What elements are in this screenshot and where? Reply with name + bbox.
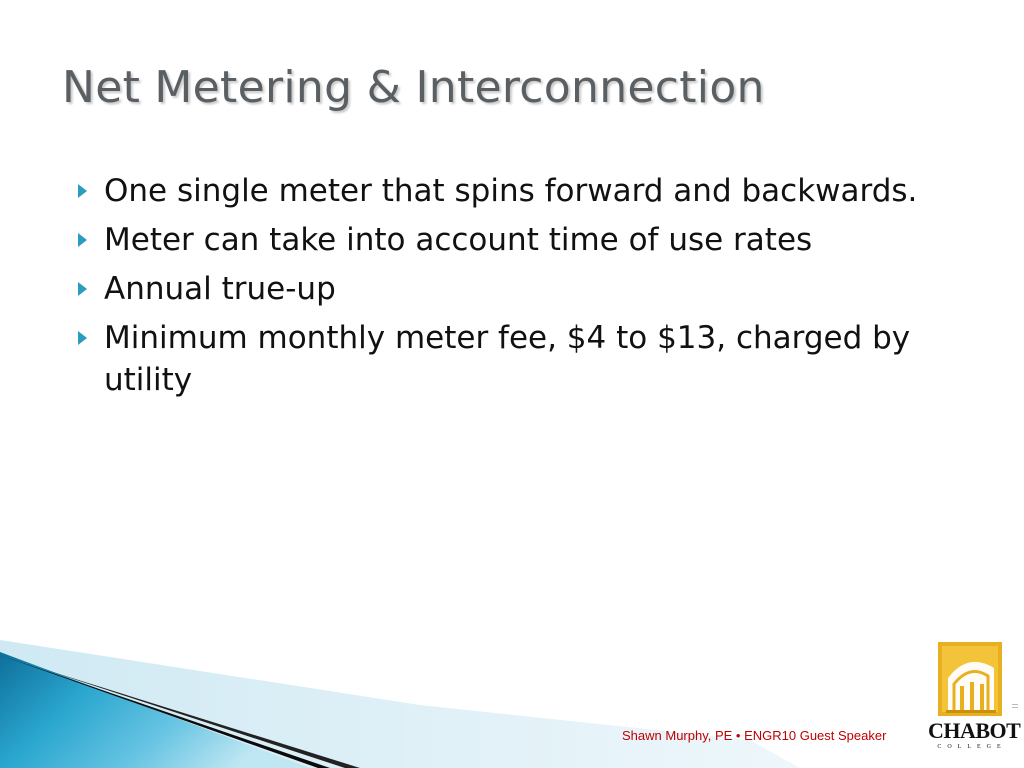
bullet-text: One single meter that spins forward and backwards. (104, 173, 918, 209)
bullet-text: Minimum monthly meter fee, $4 to $13, charged by utility (104, 320, 911, 398)
chabot-college-building-icon (928, 638, 1020, 720)
chabot-college-logo (928, 638, 1020, 768)
footer-speaker-credit: Shawn Murphy, PE • ENGR10 Guest Speaker (622, 728, 887, 743)
logo-name: CHABOT (928, 718, 1021, 743)
slide-title: Net Metering & Interconnection (62, 62, 765, 113)
bullet-text: Meter can take into account time of use rates (104, 222, 813, 258)
bullet-text: Annual true-up (104, 271, 336, 307)
logo-subtitle: COLLEGE (937, 744, 1007, 750)
